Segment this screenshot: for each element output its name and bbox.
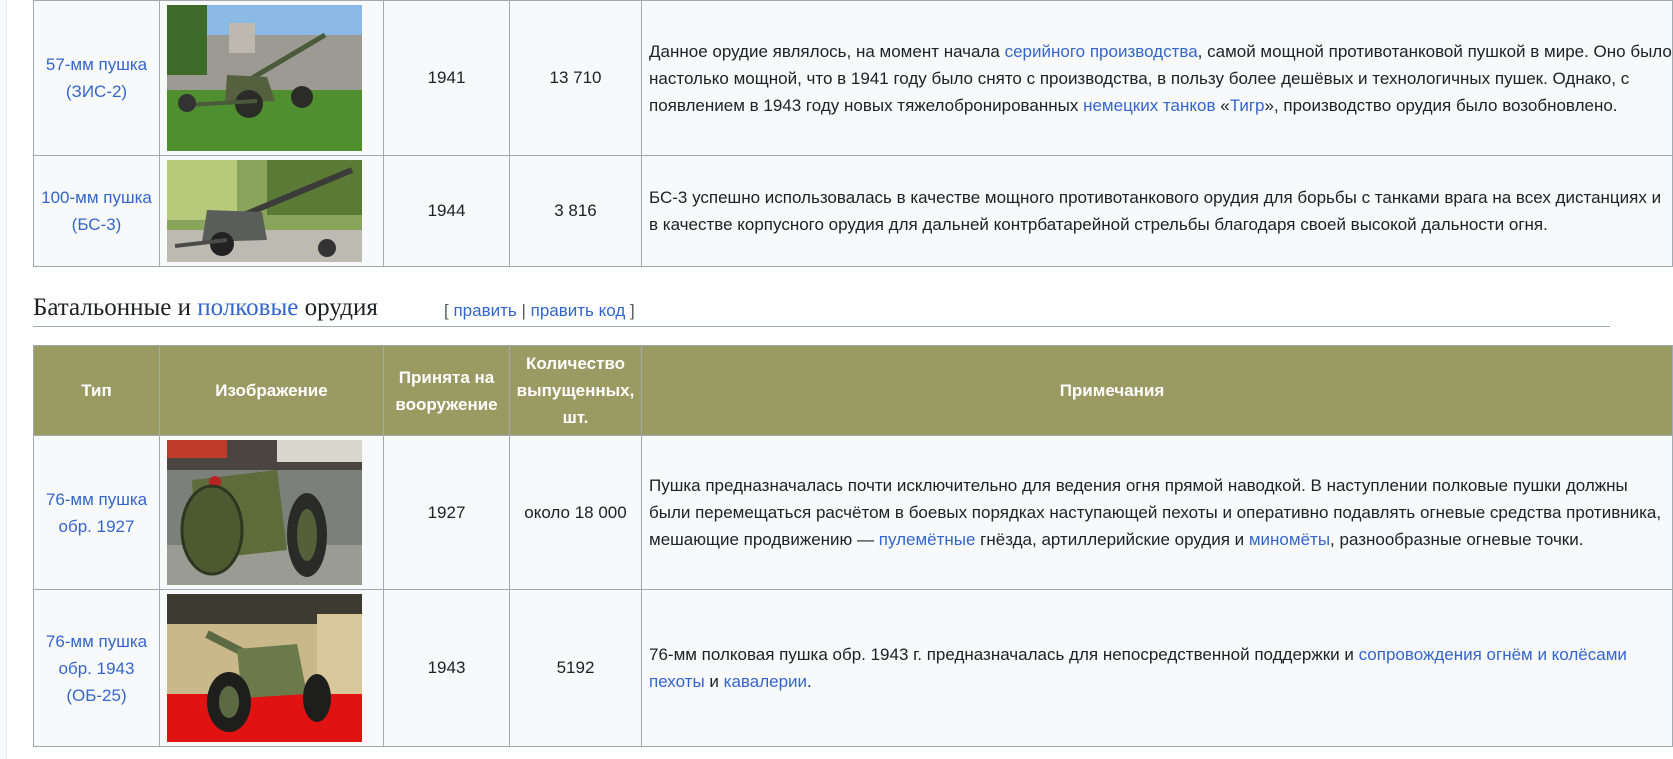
section-title: Батальонные и полковые орудия [33, 294, 378, 321]
inline-link[interactable]: кавалерии [723, 672, 808, 691]
notes-cell [642, 1, 1673, 156]
note-text: . [807, 672, 812, 691]
header-notes[interactable]: Примечания [642, 346, 1673, 436]
inline-link[interactable]: миномёты [1248, 530, 1331, 549]
regimental-link[interactable]: полковые [197, 294, 299, 321]
regimental-guns-table [33, 345, 1673, 747]
table-header-row [34, 346, 1673, 436]
adoption-year: 1941 [384, 1, 510, 156]
notes-text [649, 38, 1672, 119]
header-quantity[interactable]: Количество выпущенных, шт. [510, 346, 642, 436]
production-quantity: 3 816 [510, 156, 642, 267]
note-text: », производство орудия было возобновлено. [1264, 95, 1618, 115]
inline-link[interactable]: серийного производства [1004, 41, 1198, 61]
gun-image-cell [160, 1, 384, 156]
gun-type-cell [34, 1, 160, 156]
edit-code-button[interactable]: править код [530, 301, 626, 320]
edit-button[interactable]: править [453, 301, 517, 320]
header-image[interactable]: Изображение [160, 346, 384, 436]
gun-photo-zis2[interactable] [167, 5, 362, 151]
header-type[interactable]: Тип [34, 346, 160, 436]
note-text: БС-3 успешно использовалась в качестве мощного противотанкового орудия для борьбы с танками врага на всех дистанциях и в качестве корпусного орудия для дальней контрбатарейной стрельбы благодаря своей высокой дальности огня. [649, 188, 1662, 234]
gun-image-cell [160, 590, 384, 747]
gun-type-link[interactable]: 57-мм пушка (ЗИС-2) [45, 55, 148, 101]
gun-type-link[interactable]: 76-мм пушка обр. 1943 (ОБ-25) [45, 631, 148, 705]
sidebar-edge [0, 0, 7, 759]
table-row [34, 1, 1673, 156]
notes-cell [642, 436, 1673, 590]
gun-type-link[interactable]: 100-мм пушка (БС-3) [41, 188, 152, 234]
adoption-year: 1944 [384, 156, 510, 267]
gun-photo-bs3[interactable] [167, 160, 362, 262]
anti-tank-guns-table [33, 0, 1673, 267]
note-text: Пушка предназначалась почти исключительно для ведения огня прямой наводкой. В наступлении полковые пушки должны были перемещаться расчётом в боевых порядках наступающей пехоты и оперативно подавлять огневые средства противника, мешающие продвижению — [649, 476, 1662, 549]
table-row [34, 436, 1673, 590]
gun-type-cell [34, 436, 160, 590]
inline-link[interactable]: Тигр [1229, 95, 1265, 115]
note-text: гнёзда, артиллерийские орудия и [975, 530, 1249, 549]
inline-link[interactable]: сопровождения огнём и колёсами пехоты [649, 645, 1627, 691]
section-heading [33, 292, 1610, 327]
note-text: , разнообразные огневые точки. [1330, 530, 1584, 549]
note-text: , самой мощной противотанковой пушкой в мире. Оно было настолько мощной, что в 1941 году было снято с производства, в пользу более дешёвых и технологичных пушек. Однако, с появлением в 1943 году новых тяжелобронированных [649, 41, 1672, 115]
gun-photo-ob25[interactable] [167, 594, 362, 742]
production-quantity: около 18 000 [510, 436, 642, 590]
gun-type-cell [34, 590, 160, 747]
gun-type-link[interactable]: 76-мм пушка обр. 1927 [45, 489, 148, 536]
note-text: Данное орудие являлось, на момент начала [649, 41, 1005, 61]
inline-link[interactable]: пулемётные [878, 530, 976, 549]
gun-image-cell [160, 156, 384, 267]
edit-links: [ править | править код ] [444, 301, 635, 320]
notes-text [649, 184, 1672, 238]
gun-image-cell [160, 436, 384, 590]
production-quantity: 5192 [510, 590, 642, 747]
gun-type-cell [34, 156, 160, 267]
notes-text [649, 641, 1672, 695]
note-text: и [704, 672, 724, 691]
notes-cell [642, 590, 1673, 747]
notes-cell [642, 156, 1673, 267]
notes-text [649, 472, 1672, 553]
inline-link[interactable]: немецких танков [1083, 95, 1216, 115]
adoption-year: 1927 [384, 436, 510, 590]
gun-photo-1927[interactable] [167, 440, 362, 585]
table-row [34, 156, 1673, 267]
table-row [34, 590, 1673, 747]
production-quantity: 13 710 [510, 1, 642, 156]
note-text: 76-мм полковая пушка обр. 1943 г. предназначалась для непосредственной поддержки и [649, 645, 1359, 664]
header-adopted[interactable]: Принята на вооружение [384, 346, 510, 436]
note-text: « [1215, 95, 1230, 115]
adoption-year: 1943 [384, 590, 510, 747]
